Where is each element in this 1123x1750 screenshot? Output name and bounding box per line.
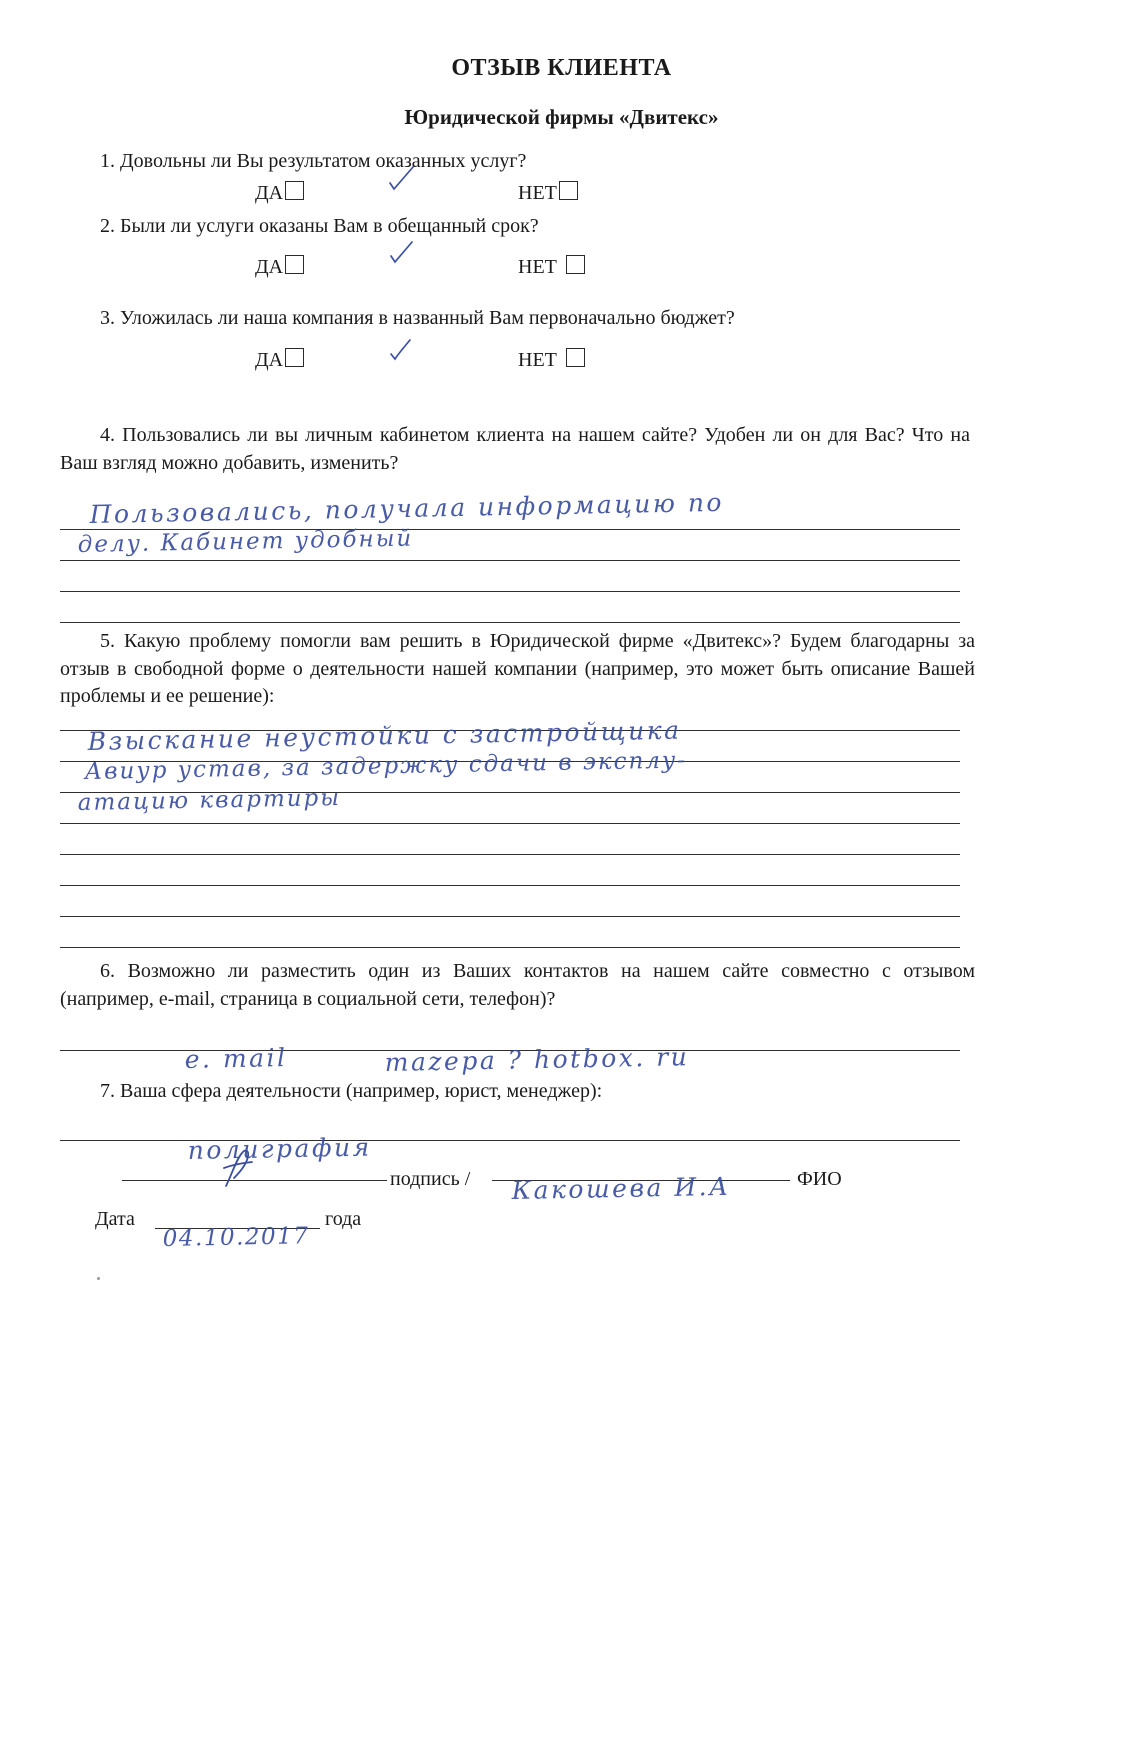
question-1-answers	[100, 181, 960, 211]
question-5-number: 5.	[100, 630, 115, 652]
question-1-number: 1.	[100, 150, 115, 172]
question-7	[100, 1078, 980, 1106]
question-2-text: Были ли услуги оказаны Вам в обещанный срок?	[120, 215, 539, 237]
question-2	[100, 213, 960, 241]
q5-answer-line-7[interactable]	[60, 916, 960, 917]
question-1-text: Довольны ли Вы результатом оказанных услуг?	[120, 150, 527, 172]
page-title: ОТЗЫВ КЛИЕНТА	[451, 55, 672, 81]
question-2-answers	[100, 255, 960, 285]
question-2-no-option[interactable]	[518, 255, 585, 279]
question-3-no-label: НЕТ	[518, 348, 557, 371]
question-1-no-option[interactable]	[518, 181, 578, 205]
page-subtitle: Юридической фирмы «Двитекс»	[404, 105, 719, 129]
date-label: Дата	[95, 1208, 135, 1230]
question-7-number: 7.	[100, 1080, 115, 1102]
question-7-text: Ваша сфера деятельности (например, юрист, менеджер):	[120, 1080, 603, 1102]
question-2-no-label: НЕТ	[518, 255, 557, 278]
question-6	[60, 958, 975, 1013]
q5-handwritten-line-2: Авиур устав, за задержку сдачи в эксплу-	[84, 747, 688, 785]
q6-handwritten-email: e. mail	[184, 1043, 288, 1074]
question-1-no-label: НЕТ	[518, 181, 557, 204]
q5-handwritten-line-1: Взыскание неустойки с застройщика	[87, 715, 682, 756]
question-3-answers	[100, 348, 960, 378]
question-5	[60, 628, 975, 711]
question-1-yes-checkbox[interactable]	[285, 181, 304, 200]
question-2-check-mark-icon	[386, 240, 418, 272]
question-5-text: Какую проблему помогли вам решить в Юридической фирме «Двитекс»? Будем благодарны за отзыв в свободной форме о деятельности нашей компании (например, это может быть описание Вашей проблемы и ее решение):	[60, 630, 976, 708]
q7-handwritten-line-1: полиграфия	[187, 1132, 372, 1165]
scan-artifact-dot	[97, 1277, 100, 1280]
q6-handwritten-contact: mazepa ? hotbox. ru	[384, 1042, 690, 1077]
q5-answer-line-4[interactable]	[60, 823, 960, 824]
question-6-number: 6.	[100, 960, 115, 982]
question-3-number: 3.	[100, 307, 115, 329]
question-4	[60, 422, 970, 477]
question-4-text: Пользовались ли вы личным кабинетом клиента на нашем сайте? Удобен ли он для Вас? Что на Ваш взгляд можно добавить, изменить?	[60, 424, 970, 474]
question-3-no-checkbox[interactable]	[566, 348, 585, 367]
question-4-number: 4.	[100, 424, 115, 446]
question-1	[100, 148, 960, 176]
q4-answer-line-2[interactable]	[60, 560, 960, 561]
question-3-check-mark-icon	[385, 339, 415, 369]
question-3-yes-label: ДА	[255, 348, 284, 371]
question-3	[100, 305, 970, 333]
year-label: года	[325, 1208, 362, 1230]
q4-answer-line-3[interactable]	[60, 591, 960, 592]
question-6-text: Возможно ли разместить один из Ваших контактов на нашем сайте совместно с отзывом (например, e-mail, страница в социальной сети, телефон)?	[60, 960, 976, 1010]
signature-scribble	[218, 1148, 278, 1190]
q5-handwritten-line-3: атацию квартиры	[77, 784, 342, 816]
q5-answer-line-6[interactable]	[60, 885, 960, 886]
fio-handwritten: Какошева И.А	[511, 1171, 731, 1205]
fio-label: ФИО	[797, 1168, 842, 1190]
date-handwritten: 04.10.2017	[162, 1223, 310, 1252]
question-1-yes-option[interactable]	[255, 181, 304, 205]
question-2-yes-option[interactable]	[255, 255, 304, 279]
question-3-text: Уложилась ли наша компания в названный Вам первоначально бюджет?	[120, 307, 735, 329]
question-1-no-checkbox[interactable]	[559, 181, 578, 200]
signature-label: подпись /	[390, 1168, 471, 1190]
q4-answer-line-4[interactable]	[60, 622, 960, 623]
q5-answer-line-8[interactable]	[60, 947, 960, 948]
question-2-yes-label: ДА	[255, 255, 284, 278]
q4-handwritten-line-2: делу. Кабинет удобный	[77, 525, 414, 558]
question-3-yes-option[interactable]	[255, 348, 304, 372]
q5-answer-line-5[interactable]	[60, 854, 960, 855]
question-2-yes-checkbox[interactable]	[285, 255, 304, 274]
question-2-no-checkbox[interactable]	[566, 255, 585, 274]
question-3-no-option[interactable]	[518, 348, 585, 372]
q4-handwritten-line-1: Пользовались, получала информацию по	[89, 487, 725, 529]
question-2-number: 2.	[100, 215, 115, 237]
question-1-yes-label: ДА	[255, 181, 284, 204]
question-3-yes-checkbox[interactable]	[285, 348, 304, 367]
